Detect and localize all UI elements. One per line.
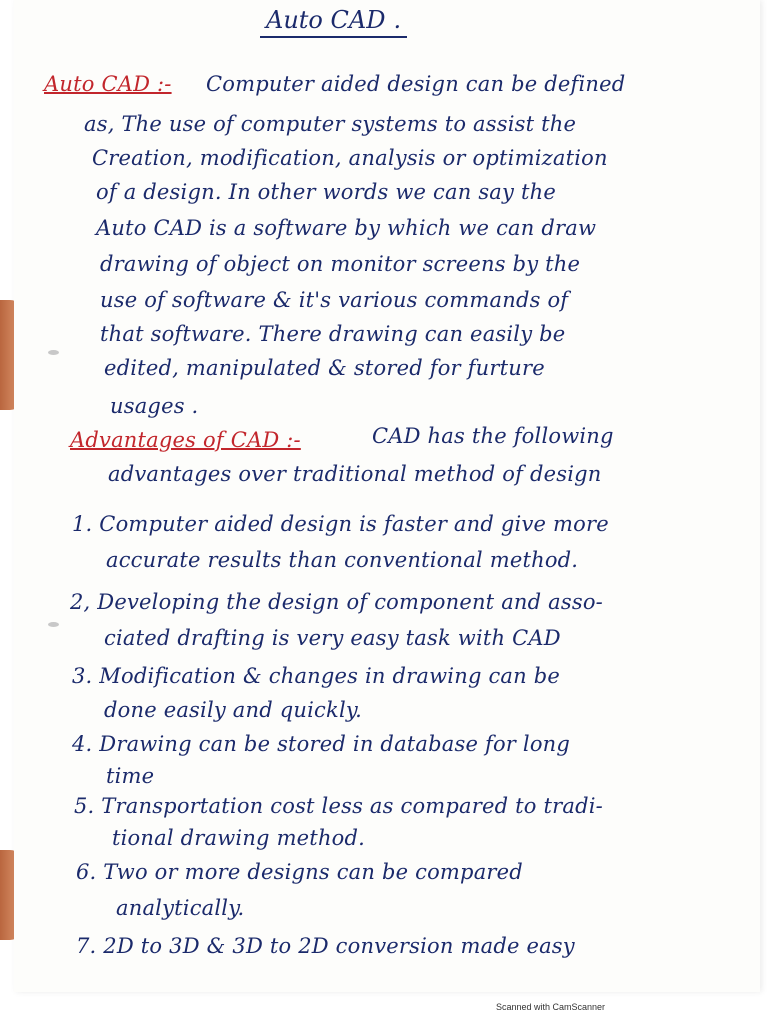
intro-line: as, The use of computer systems to assist the: [84, 112, 577, 136]
intro-line: use of software & it's various commands of: [100, 288, 569, 312]
intro-line: that software. There drawing can easily be: [100, 322, 566, 346]
advantage-point: 4. Drawing can be stored in database for long: [72, 732, 571, 756]
intro-line: drawing of object on monitor screens by the: [100, 252, 581, 276]
intro-line: Auto CAD is a software by which we can draw: [96, 216, 597, 240]
intro-heading: Auto CAD :-: [44, 72, 172, 96]
advantage-point: 1. Computer aided design is faster and give more: [72, 512, 609, 536]
advantage-point: done easily and quickly.: [104, 698, 363, 722]
punch-hole: [48, 622, 59, 627]
intro-line: usages .: [110, 394, 199, 418]
advantage-point: time: [106, 764, 155, 788]
advantage-point: 7. 2D to 3D & 3D to 2D conversion made easy: [76, 934, 575, 958]
intro-line: edited, manipulated & stored for furture: [104, 356, 545, 380]
advantage-point: 3. Modification & changes in drawing can be: [72, 664, 561, 688]
advantage-point: 6. Two or more designs can be compared: [76, 860, 523, 884]
advantage-point: tional drawing method.: [112, 826, 366, 850]
advantages-heading: Advantages of CAD :-: [70, 428, 301, 452]
advantage-point: 2, Developing the design of component and asso-: [70, 590, 603, 614]
advantages-line: advantages over traditional method of design: [108, 462, 602, 486]
scanner-watermark: Scanned with CamScanner: [496, 1002, 606, 1012]
title-text: Auto CAD: [266, 6, 386, 34]
advantage-point: 5. Transportation cost less as compared to tradi-: [74, 794, 603, 818]
intro-line: Computer aided design can be defined: [206, 72, 626, 96]
advantages-line: CAD has the following: [372, 424, 614, 448]
page-title: [260, 6, 407, 38]
intro-line: of a design. In other words we can say the: [96, 180, 556, 204]
intro-line: Creation, modification, analysis or optimization: [92, 146, 608, 170]
advantage-point: ciated drafting is very easy task with CAD: [104, 626, 561, 650]
punch-hole: [48, 350, 59, 355]
title-dot: .: [393, 6, 402, 34]
advantage-point: analytically.: [116, 896, 245, 920]
advantage-point: accurate results than conventional method.: [106, 548, 579, 572]
